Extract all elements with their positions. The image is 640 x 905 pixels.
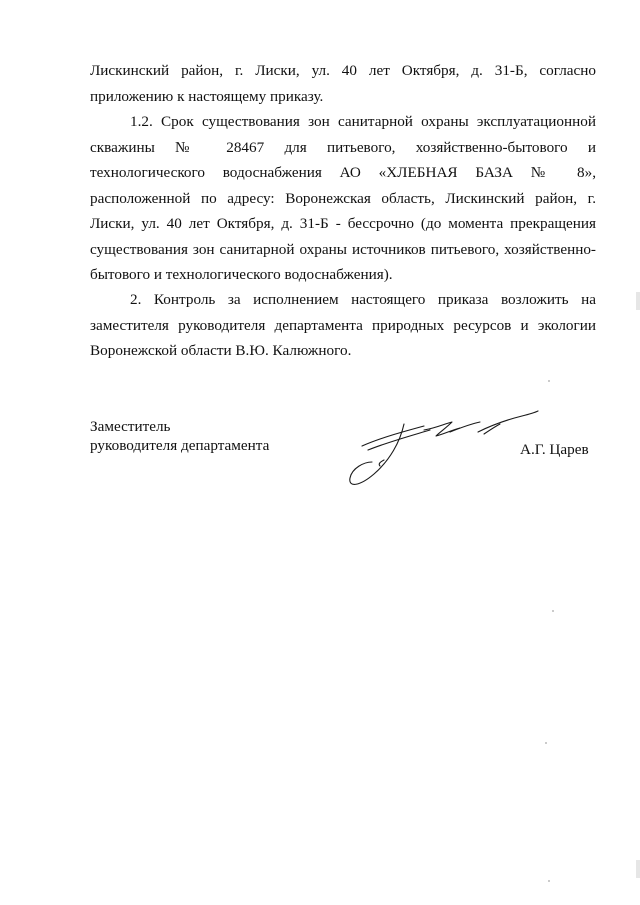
signer-name: А.Г. Царев	[520, 441, 589, 458]
signer-title-line-1: Заместитель	[90, 418, 171, 435]
paragraph-zone-term: 1.2. Срок существования зон санитарной охраны эксплуатационной скважины № 28467 для питьевого, хозяйственно-бытового и технологического водоснабжения АО «ХЛЕБНАЯ БАЗА № 8», расположенной по адресу: Воронежская область, Лискинский район, г. Лиски, ул. 40 лет Октября, д. 31-Б - бессрочно (до момента прекращения существования зон санитарной охраны источников питьевого, хозяйственно-бытового и технологического водоснабжения).	[90, 113, 596, 283]
scan-speck	[545, 742, 547, 744]
scan-edge-mark	[636, 292, 640, 310]
scan-edge-mark	[636, 860, 640, 878]
signer-title-line-2: руководителя департамента	[90, 437, 270, 454]
scan-speck	[548, 380, 550, 382]
signer-title	[90, 417, 269, 455]
scan-speck	[548, 880, 550, 882]
paragraph-control: 2. Контроль за исполнением настоящего приказа возложить на заместителя руководителя департамента природных ресурсов и экологии Воронежской области В.Ю. Калюжного.	[90, 291, 596, 359]
paragraph-continuation: Лискинский район, г. Лиски, ул. 40 лет Октября, д. 31-Б, согласно приложению к настоящему приказу.	[90, 62, 596, 105]
handwritten-signature	[340, 402, 550, 497]
scan-speck	[552, 610, 554, 612]
